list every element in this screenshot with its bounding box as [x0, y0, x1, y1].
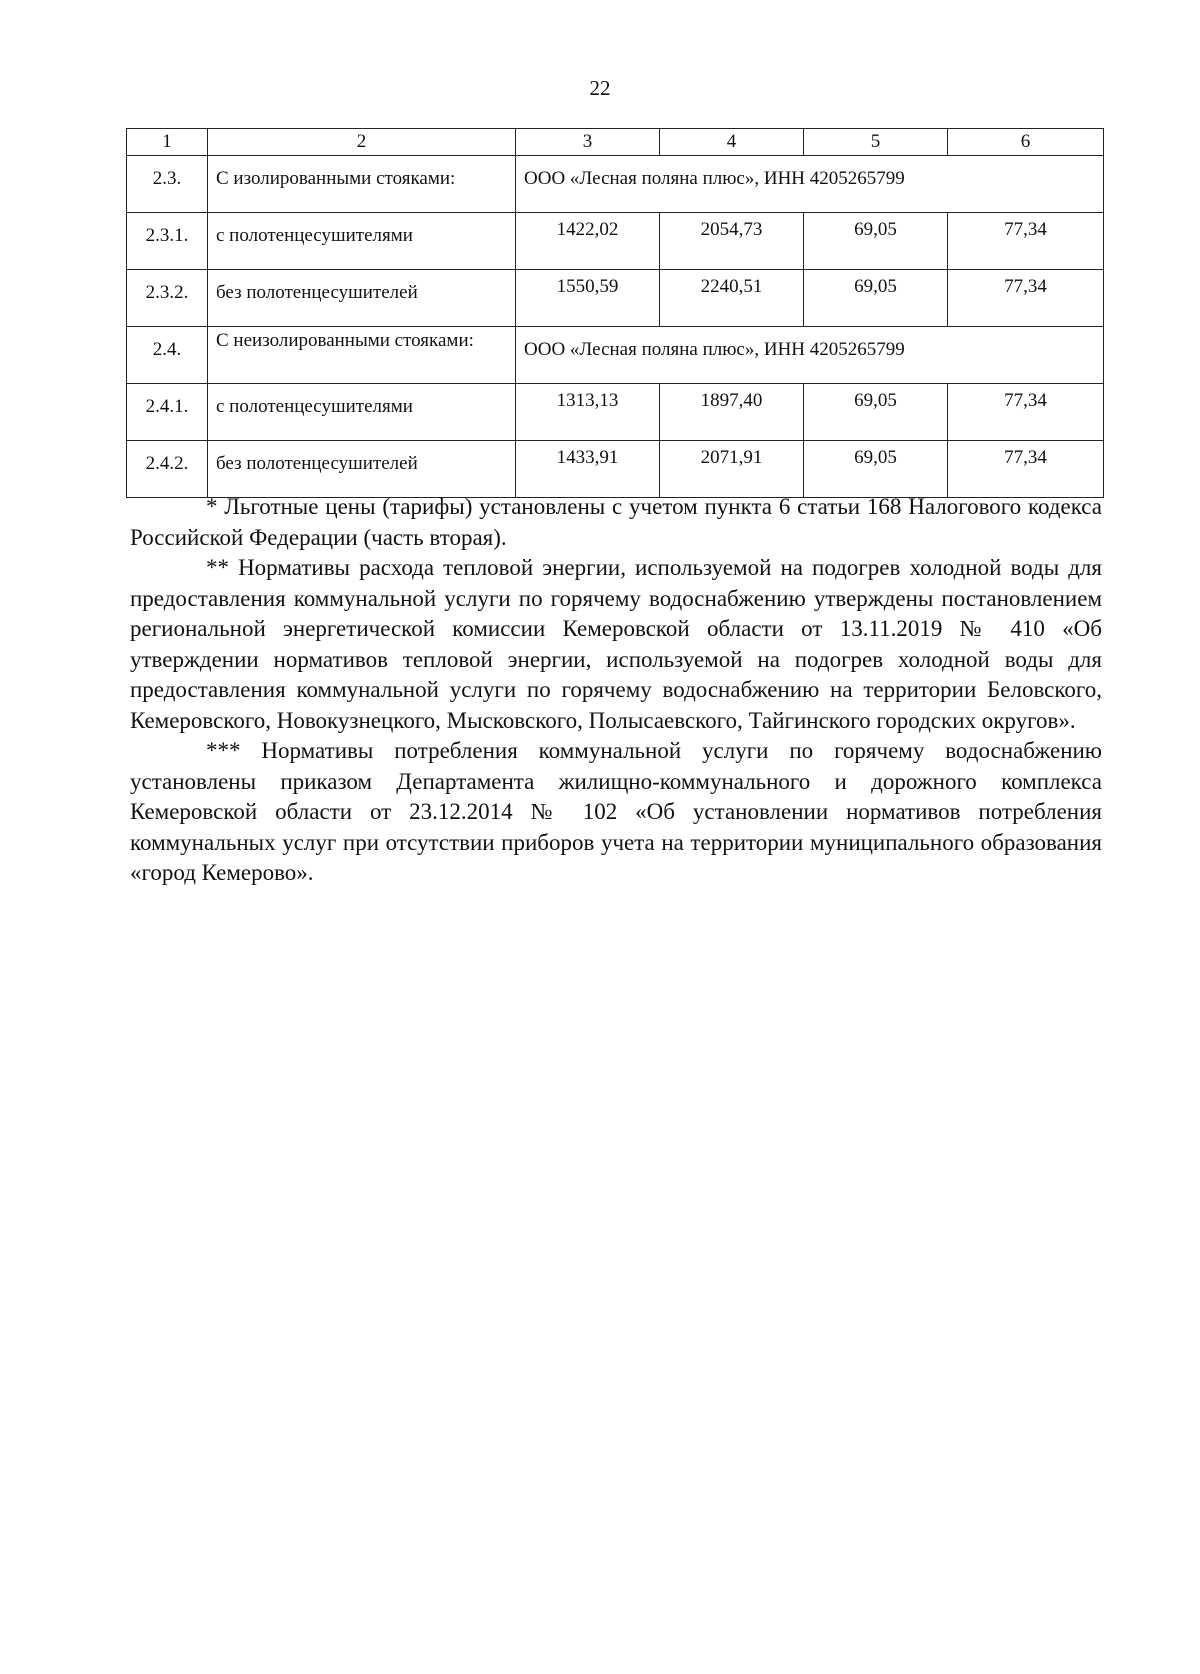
row-number: 2.3. [127, 156, 208, 213]
footnote-triple-star: *** Нормативы потребления коммунальной услуги по горячему водоснабжению установлены приказом Департамента жилищно-коммунального и дорожного комплекса Кемеровской области от 23.12.2014 № 102 «Об установлении нормативов потребления коммунальных услуг при отсутствии приборов учета на территории муниципального образования «город Кемерово». [130, 738, 1102, 885]
value-cell: 77,34 [948, 441, 1104, 498]
value-cell: 1433,91 [516, 441, 660, 498]
header-cell: 2 [208, 129, 516, 156]
row-name: с полотенцесушителями [208, 213, 516, 270]
header-cell: 4 [660, 129, 804, 156]
value-cell: 77,34 [948, 213, 1104, 270]
value-cell: 1422,02 [516, 213, 660, 270]
row-number: 2.4.2. [127, 441, 208, 498]
value-cell: 2071,91 [660, 441, 804, 498]
row-name: С изолированными стояками: [208, 156, 516, 213]
table-row [127, 384, 1104, 441]
row-name: без полотенцесушителей [208, 441, 516, 498]
row-name: С неизолированными стояками: [208, 327, 516, 384]
value-cell: 2054,73 [660, 213, 804, 270]
header-cell: 1 [127, 129, 208, 156]
footnotes [130, 492, 1102, 889]
table-header-row [127, 129, 1104, 156]
value-cell: 69,05 [804, 213, 948, 270]
value-cell: 2240,51 [660, 270, 804, 327]
organization-cell: ООО «Лесная поляна плюс», ИНН 4205265799 [516, 327, 1104, 384]
value-cell: 77,34 [948, 270, 1104, 327]
footnote-double-star: ** Нормативы расхода тепловой энергии, используемой на подогрев холодной воды для предоставления коммунальной услуги по горячему водоснабжению утверждены постановлением региональной энергетической комиссии Кемеровской области от 13.11.2019 № 410 «Об утверждении нормативов тепловой энергии, используемой на подогрев холодной воды для предоставления коммунальной услуги по горячему водоснабжению на территории Беловского, Кемеровского, Новокузнецкого, Мысковского, Полысаевского, Тайгинского городских округов». [130, 555, 1102, 733]
table-row [127, 441, 1104, 498]
organization-cell: ООО «Лесная поляна плюс», ИНН 4205265799 [516, 156, 1104, 213]
value-cell: 77,34 [948, 384, 1104, 441]
header-cell: 6 [948, 129, 1104, 156]
tariff-table [126, 128, 1104, 498]
value-cell: 1313,13 [516, 384, 660, 441]
table-row [127, 270, 1104, 327]
header-cell: 3 [516, 129, 660, 156]
row-number: 2.4.1. [127, 384, 208, 441]
row-number: 2.3.2. [127, 270, 208, 327]
row-name: с полотенцесушителями [208, 384, 516, 441]
value-cell: 1897,40 [660, 384, 804, 441]
row-number: 2.4. [127, 327, 208, 384]
value-cell: 1550,59 [516, 270, 660, 327]
header-cell: 5 [804, 129, 948, 156]
row-name: без полотенцесушителей [208, 270, 516, 327]
value-cell: 69,05 [804, 441, 948, 498]
footnote-single-star: * Льготные цены (тарифы) установлены с учетом пункта 6 статьи 168 Налогового кодекса Российской Федерации (часть вторая). [130, 494, 1102, 550]
value-cell: 69,05 [804, 270, 948, 327]
table-row [127, 156, 1104, 213]
table-row [127, 213, 1104, 270]
value-cell: 69,05 [804, 384, 948, 441]
row-number: 2.3.1. [127, 213, 208, 270]
table-row [127, 327, 1104, 384]
page-number: 22 [589, 76, 611, 100]
